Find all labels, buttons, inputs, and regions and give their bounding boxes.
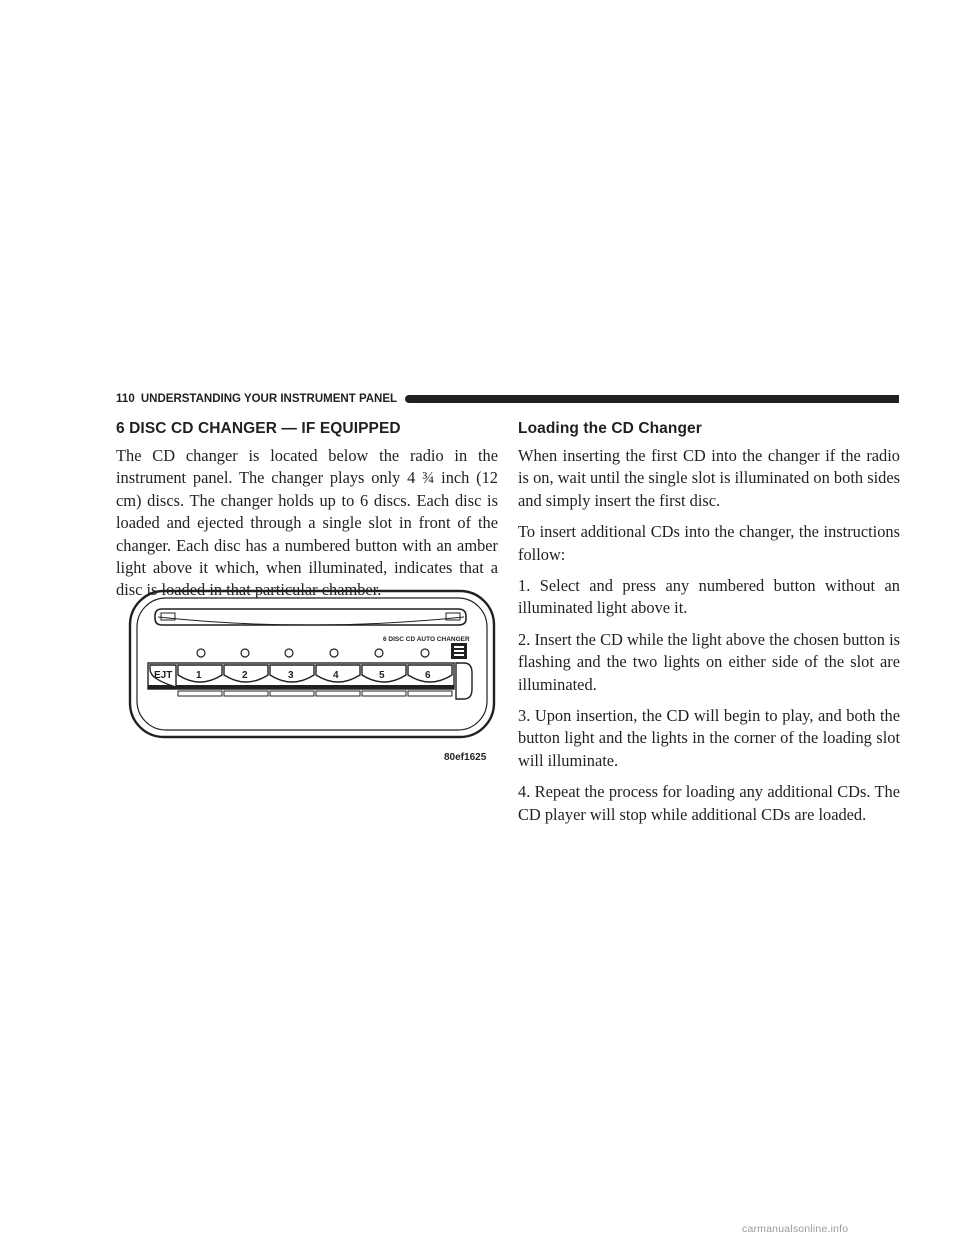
indicator-light-6 bbox=[421, 649, 429, 657]
watermark: carmanualsonline.info bbox=[742, 1223, 849, 1235]
disc-label-6: 6 bbox=[425, 670, 431, 681]
eject-label: EJT bbox=[154, 670, 173, 681]
indicator-light-4 bbox=[330, 649, 338, 657]
indicator-light-2 bbox=[241, 649, 249, 657]
subsection-heading: Loading the CD Changer bbox=[518, 420, 702, 437]
left-column bbox=[116, 418, 498, 611]
header-rule bbox=[405, 395, 899, 403]
indicator-light-1 bbox=[197, 649, 205, 657]
section-heading: 6 DISC CD CHANGER — IF EQUIPPED bbox=[116, 420, 401, 437]
body-paragraph: To insert additional CDs into the changer, the instructions follow: bbox=[518, 522, 900, 564]
figure-code: 80ef1625 bbox=[444, 752, 487, 763]
step-paragraph: 4. Repeat the process for loading any additional CDs. The CD player will stop while additional CDs are loaded. bbox=[518, 782, 900, 824]
disc-label-5: 5 bbox=[379, 670, 385, 681]
step-paragraph: 2. Insert the CD while the light above the chosen button is flashing and the two lights on either side of the slot are illuminated. bbox=[518, 629, 900, 694]
page-header bbox=[116, 391, 899, 407]
disc-label-1: 1 bbox=[196, 670, 202, 681]
intro-paragraph: The CD changer is located below the radio in the instrument panel. The changer plays only 4 ¾ inch (12 cm) discs. The changer holds up to 6 discs. Each disc is loaded and ejected through a single slot in front of the changer. Each disc has a numbered button with an amber light above it which, when illuminated, indicates that a disc is loaded in that particular chamber. bbox=[116, 446, 498, 600]
body-paragraph: When inserting the first CD into the changer if the radio is on, wait until the single slot is illuminated on both sides and simply insert the first disc. bbox=[518, 446, 900, 510]
page-number: 110 bbox=[116, 393, 135, 405]
indicator-light-3 bbox=[285, 649, 293, 657]
disc-label-2: 2 bbox=[242, 670, 248, 681]
step-paragraph: 3. Upon insertion, the CD will begin to play, and both the button light and the lights in the corner of the loading slot will illuminate. bbox=[518, 706, 900, 770]
disc-slot bbox=[155, 609, 466, 625]
indicator-light-5 bbox=[375, 649, 383, 657]
disc-label-3: 3 bbox=[288, 670, 294, 681]
cd-changer-illustration bbox=[128, 589, 496, 739]
running-head: UNDERSTANDING YOUR INSTRUMENT PANEL bbox=[140, 393, 398, 405]
step-paragraph: 1. Select and press any numbered button without an illuminated light above it. bbox=[518, 576, 900, 618]
disc-label-4: 4 bbox=[333, 670, 339, 681]
right-column bbox=[518, 418, 900, 835]
compact-disc-logo-icon bbox=[451, 643, 467, 659]
panel-label: 6 DISC CD AUTO CHANGER bbox=[383, 636, 470, 643]
